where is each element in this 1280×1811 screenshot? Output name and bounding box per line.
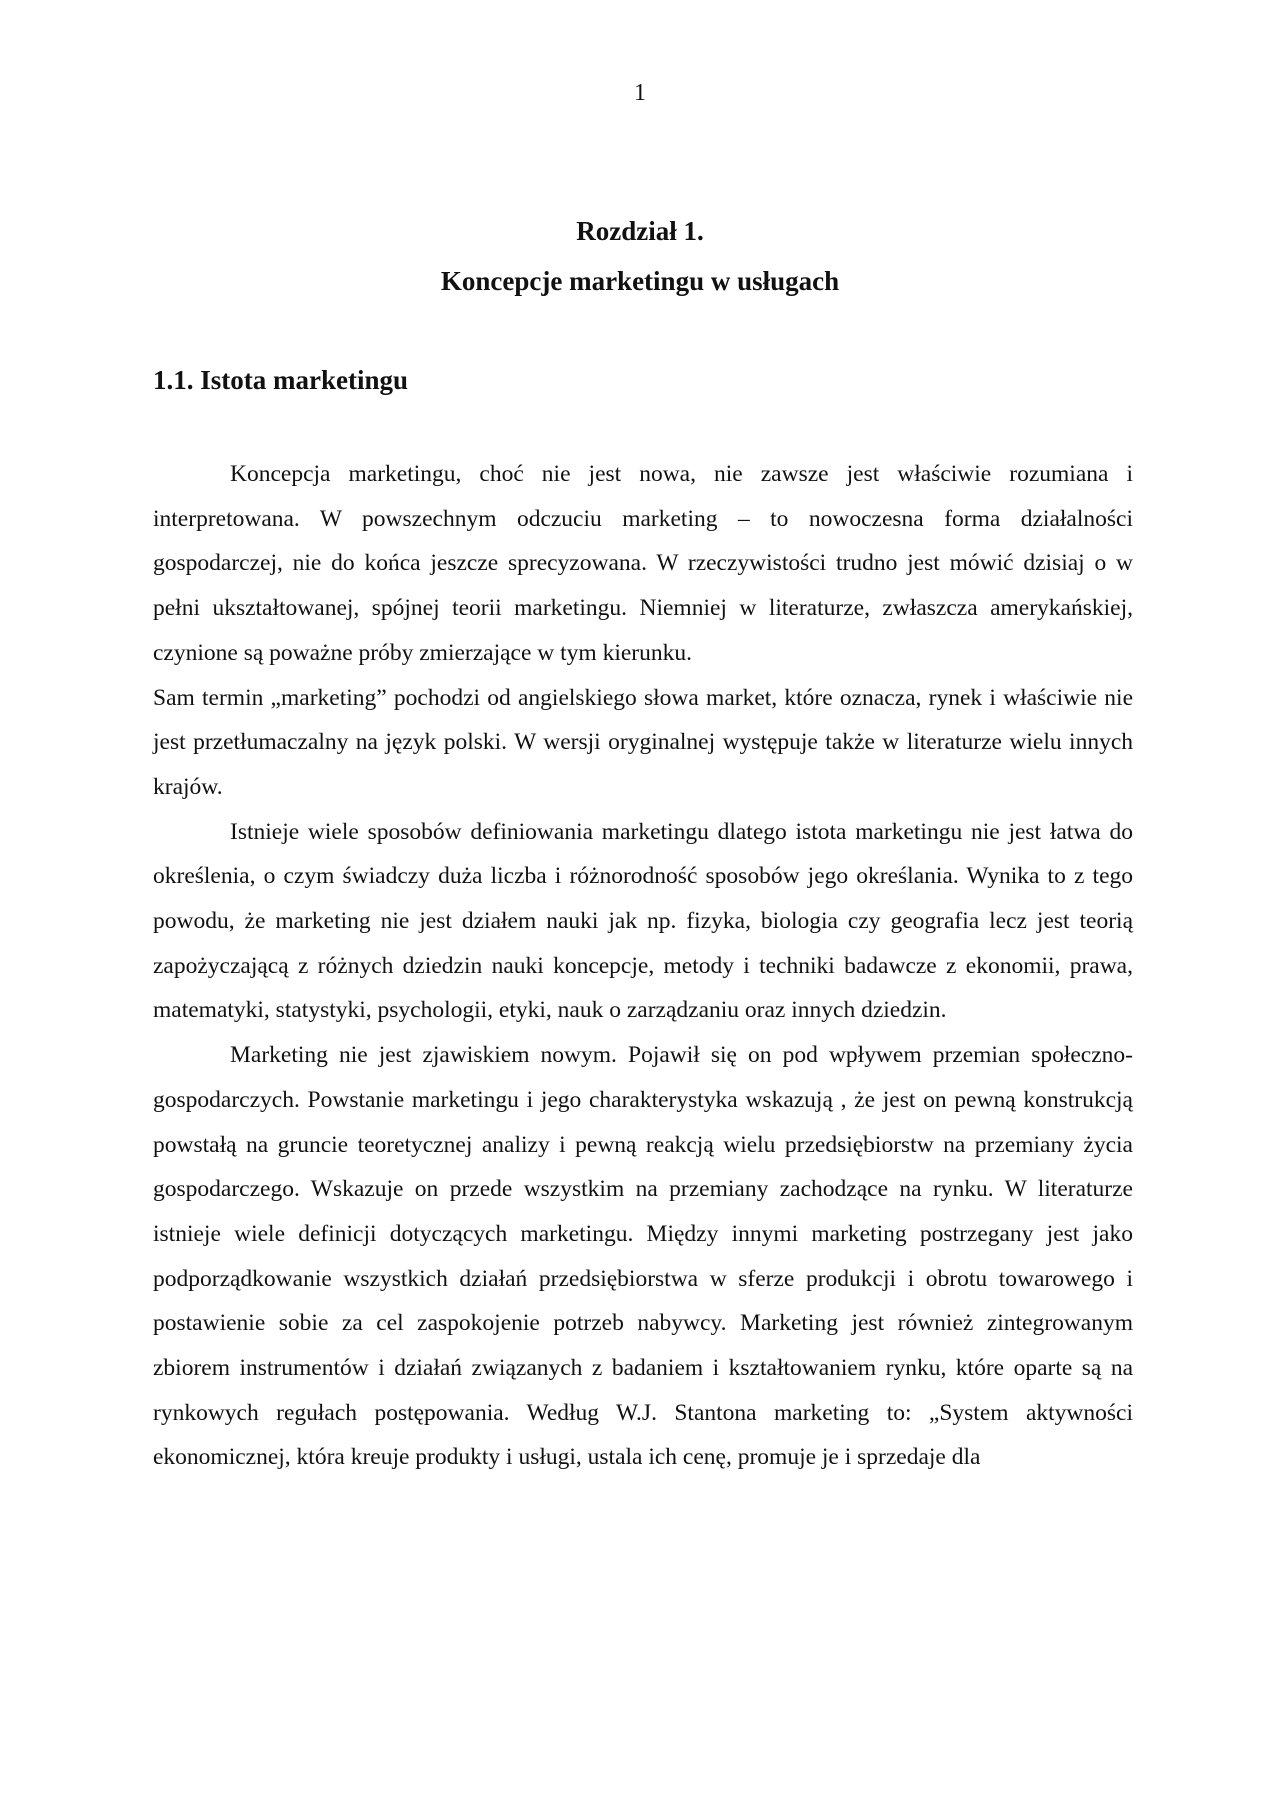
body-text bbox=[153, 452, 1133, 1480]
paragraph: Marketing nie jest zjawiskiem nowym. Pojawił się on pod wpływem przemian społeczno-gospodarczych. Powstanie marketingu i jego charakterystyka wskazują , że jest on pewną konstrukcją powstałą na gruncie teoretycznej analizy i pewną reakcją wielu przedsiębiorstw na przemiany życia gospodarczego. Wskazuje on przede wszystkim na przemiany zachodzące na rynku. W literaturze istnieje wiele definicji dotyczących marketingu. Między innymi marketing postrzegany jest jako podporządkowanie wszystkich działań przedsiębiorstwa w sferze produkcji i obrotu towarowego i postawienie sobie za cel zaspokojenie potrzeb nabywcy. Marketing jest również zintegrowanym zbiorem instrumentów i działań związanych z badaniem i kształtowaniem rynku, które oparte są na rynkowych regułach postępowania. Według W.J. Stantona marketing to: „System aktywności ekonomicznej, która kreuje produkty i usługi, ustala ich cenę, promuje je i sprzedaje dla bbox=[153, 1042, 1133, 1471]
paragraph: Koncepcja marketingu, choć nie jest nowa, nie zawsze jest właściwie rozumiana i interpretowana. W powszechnym odczuciu marketing – to nowoczesna forma działalności gospodarczej, nie do końca jeszcze sprecyzowana. W rzeczywistości trudno jest mówić dzisiaj o w pełni ukształtowanej, spójnej teorii marketingu. Niemniej w literaturze, zwłaszcza amerykańskiej, czynione są poważne próby zmierzające w tym kierunku. bbox=[153, 461, 1133, 666]
chapter-title: Koncepcje marketingu w usługach bbox=[440, 266, 840, 296]
page-number: 1 bbox=[634, 80, 646, 106]
chapter-heading bbox=[0, 206, 1280, 306]
paragraph: Sam termin „marketing” pochodzi od angielskiego słowa market, które oznacza, rynek i właściwie nie jest przetłumaczalny na język polski. W wersji oryginalnej występuje także w literaturze wielu innych krajów. bbox=[153, 684, 1133, 800]
chapter-label: Rozdział 1. bbox=[576, 216, 704, 246]
section-heading: 1.1. Istota marketingu bbox=[153, 365, 408, 395]
paragraph: Istnieje wiele sposobów definiowania marketingu dlatego istota marketingu nie jest łatwa do określenia, o czym świadczy duża liczba i różnorodność sposobów jego określania. Wynika to z tego powodu, że marketing nie jest działem nauki jak np. fizyka, biologia czy geografia lecz jest teorią zapożyczającą z różnych dziedzin nauki koncepcje, metody i techniki badawcze z ekonomii, prawa, matematyki, statystyki, psychologii, etyki, nauk o zarządzaniu oraz innych dziedzin. bbox=[153, 818, 1133, 1024]
